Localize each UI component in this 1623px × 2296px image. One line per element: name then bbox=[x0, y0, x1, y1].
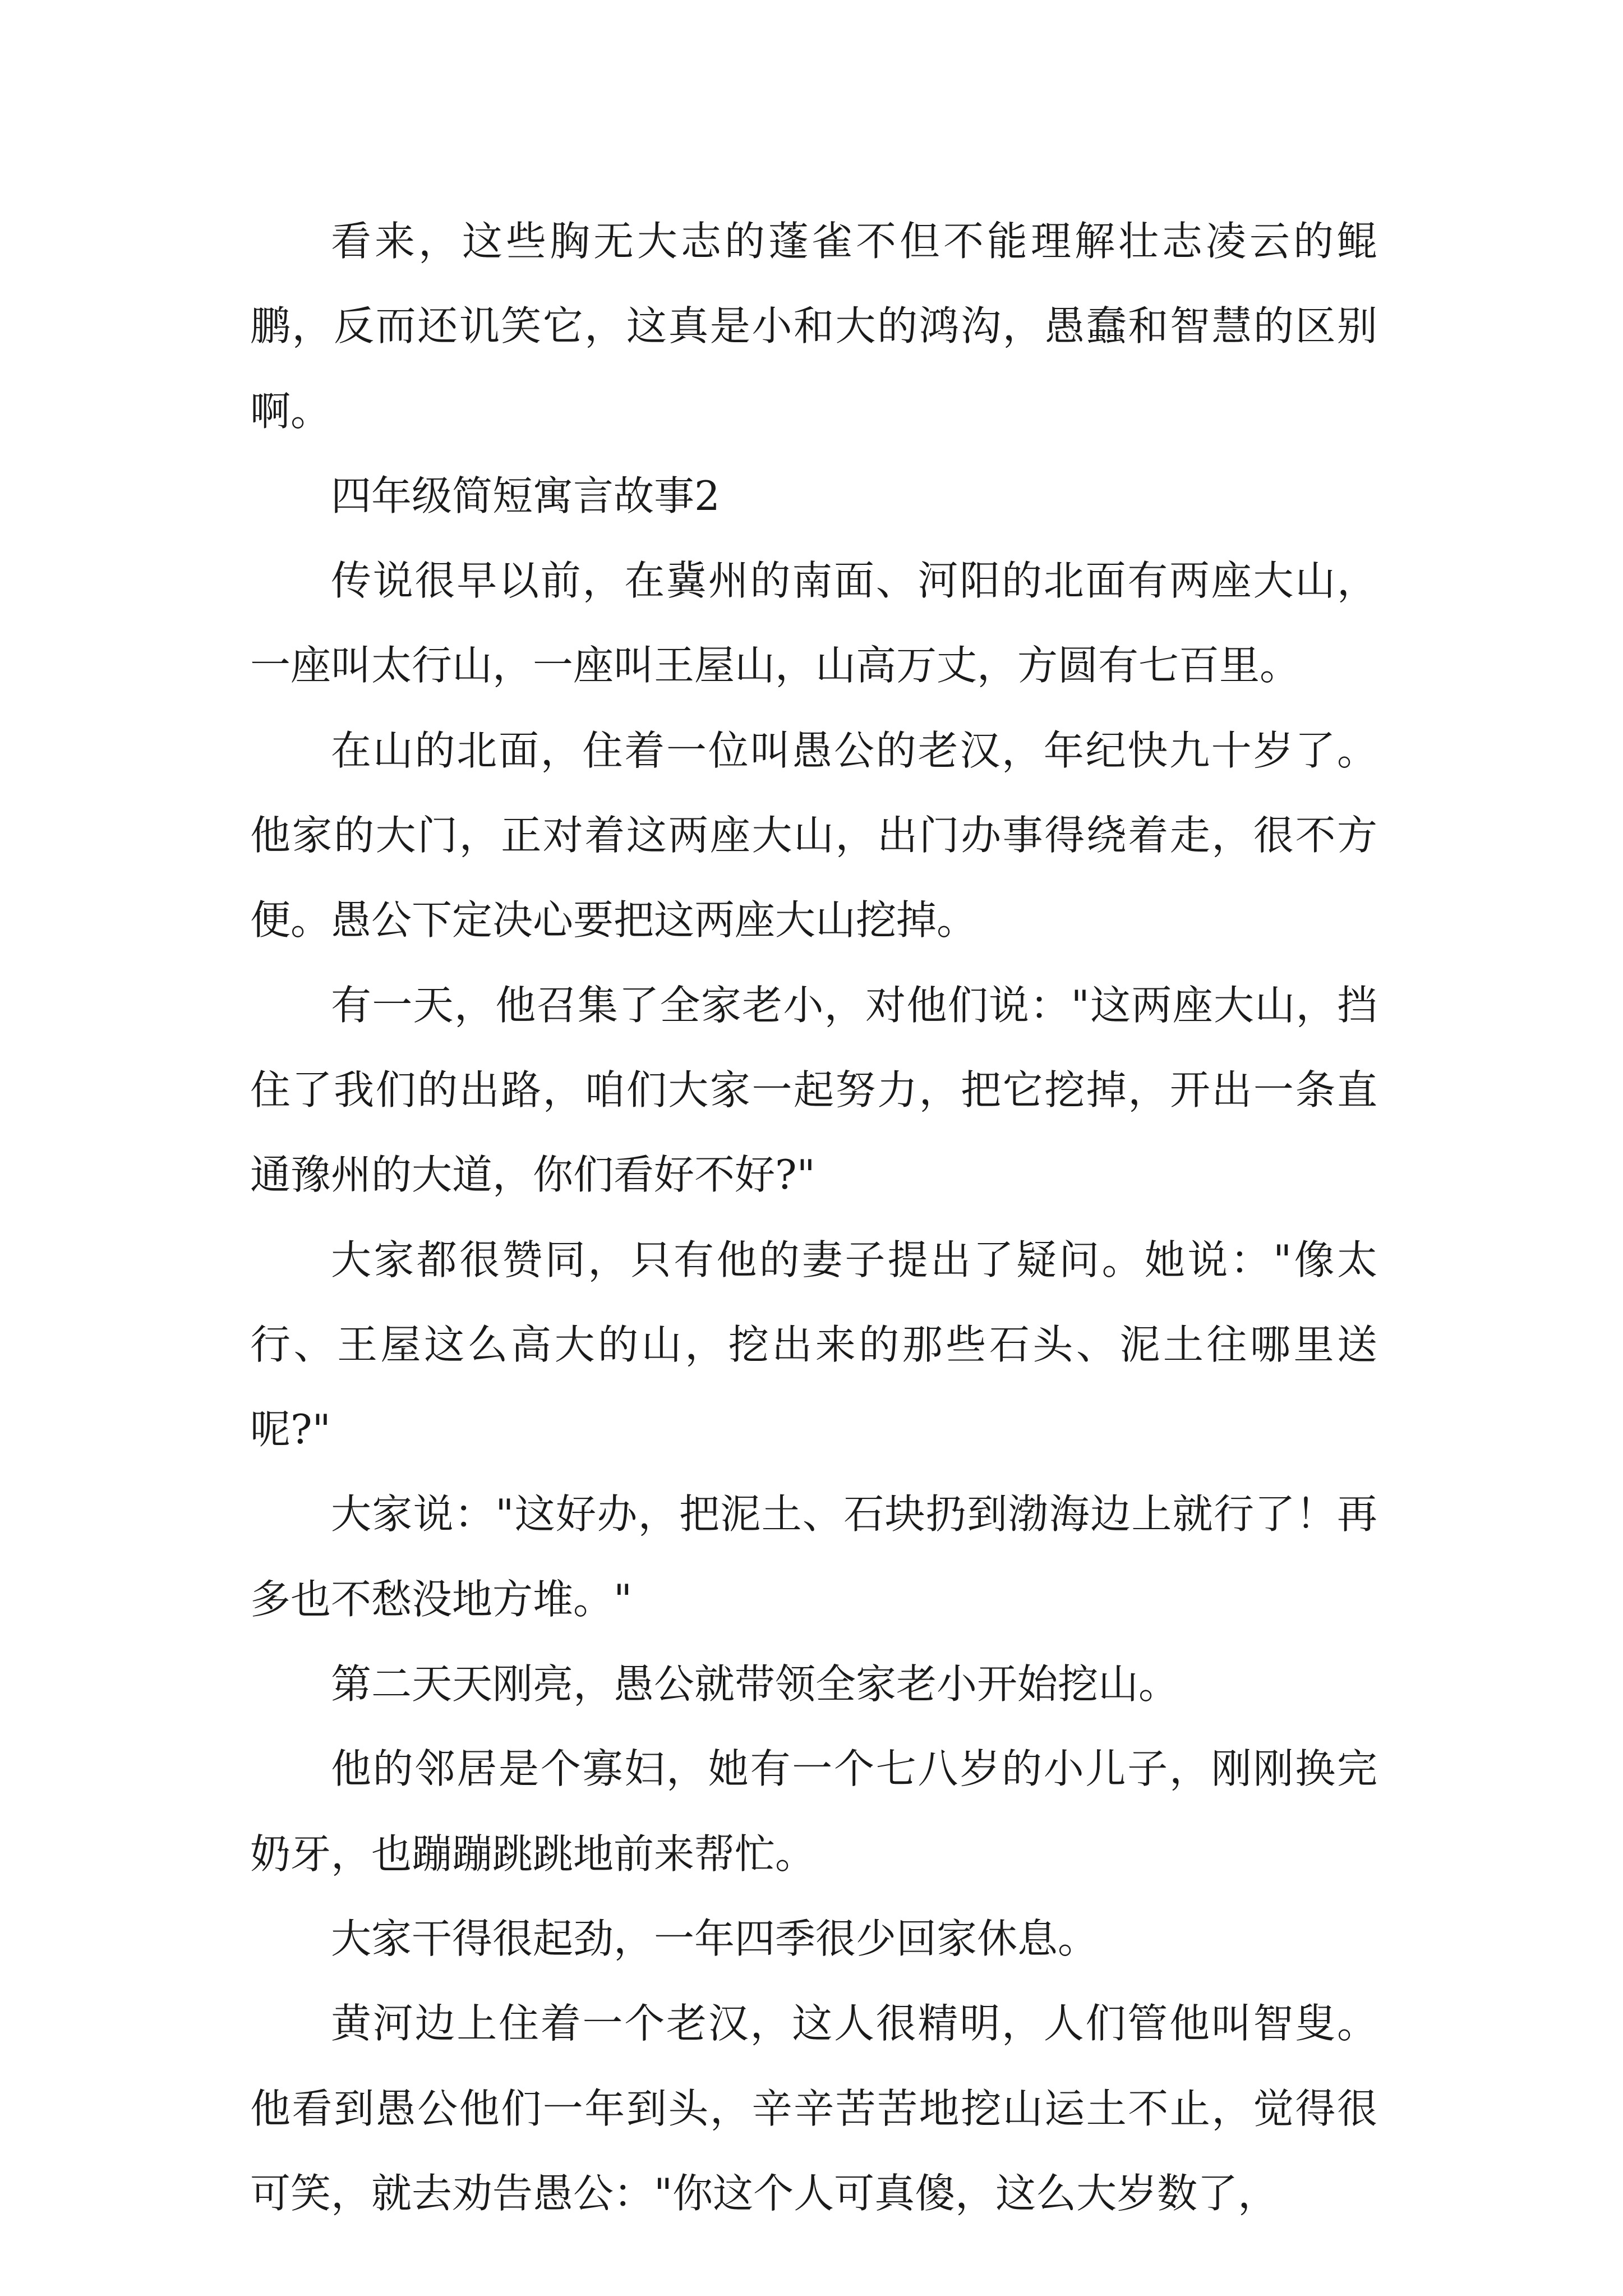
paragraph: 大家都很赞同，只有他的妻子提出了疑问。她说："像太行、王屋这么高大的山，挖出来的那些石头、泥土往哪里送呢?" bbox=[250, 1236, 1377, 1453]
paragraph: 大家干得很起劲，一年四季很少回家休息。 bbox=[331, 1915, 1099, 1962]
paragraph: 第二天天刚亮，愚公就带领全家老小开始挖山。 bbox=[331, 1660, 1179, 1708]
paragraph: 大家说："这好办，把泥土、石块扔到渤海边上就行了！再多也不愁没地方堆。" bbox=[250, 1490, 1377, 1623]
paragraph: 传说很早以前，在冀州的南面、河阳的北面有两座大山，一座叫太行山，一座叫王屋山，山高万丈，方圆有七百里。 bbox=[250, 557, 1377, 689]
paragraph: 在山的北面，住着一位叫愚公的老汉，年纪快九十岁了。他家的大门，正对着这两座大山，出门办事得绕着走，很不方便。愚公下定决心要把这两座大山挖掉。 bbox=[250, 726, 1377, 944]
paragraph: 黄河边上住着一个老汉，这人很精明，人们管他叫智叟。他看到愚公他们一年到头，辛辛苦苦地挖山运土不止，觉得很可笑，就去劝告愚公："你这个人可真傻，这么大岁数了， bbox=[250, 2000, 1377, 2217]
paragraph: 他的邻居是个寡妇，她有一个七八岁的小儿子，刚刚换完奶牙，也蹦蹦跳跳地前来帮忙。 bbox=[250, 1745, 1377, 1878]
section-heading: 四年级简短寓言故事2 bbox=[331, 472, 720, 519]
document-body bbox=[250, 199, 1377, 2236]
paragraph: 看来，这些胸无大志的蓬雀不但不能理解壮志凌云的鲲鹏，反而还讥笑它，这真是小和大的鸿沟，愚蠢和智慧的区别啊。 bbox=[250, 218, 1377, 435]
paragraph: 有一天，他召集了全家老小，对他们说："这两座大山，挡住了我们的出路，咱们大家一起努力，把它挖掉，开出一条直通豫州的大道，你们看好不好?" bbox=[250, 981, 1377, 1199]
